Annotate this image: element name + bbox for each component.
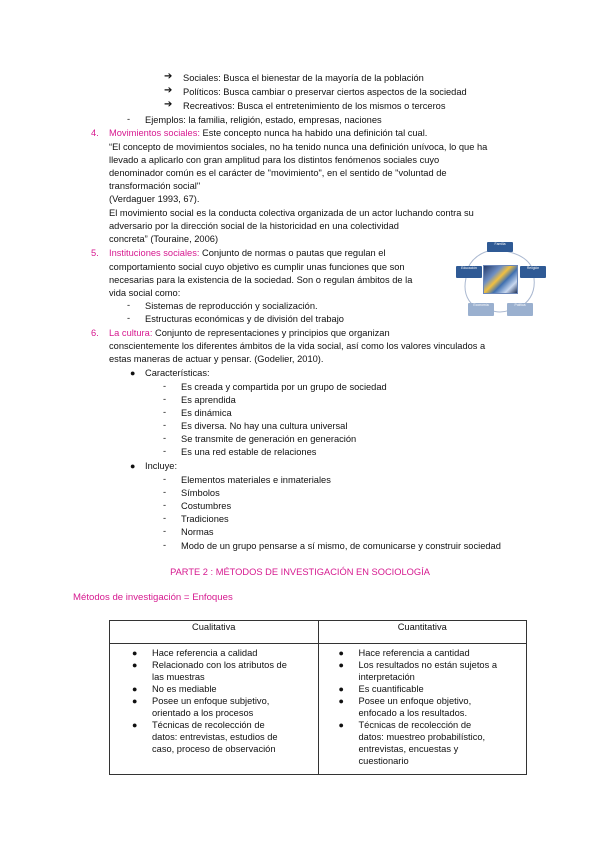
examples-text: Ejemplos: la familia, religión, estado, empresas, naciones	[145, 115, 382, 125]
city-photo	[483, 265, 518, 294]
list-item: Se transmite de generación en generación	[181, 434, 357, 444]
arrow-item: Recreativos: Busca el entretenimiento de los mismos o terceros	[183, 101, 446, 111]
item-text: datos: entrevistas, estudios de	[152, 732, 278, 742]
item-text: orientado a los procesos	[152, 708, 254, 718]
item-text: las muestras	[152, 672, 205, 682]
section-number: 5.	[91, 248, 99, 258]
dash-bullet: -	[127, 114, 131, 124]
list-item	[132, 695, 270, 707]
list-item: Modo de un grupo pensarse a sí mismo, de comunicarse y construir sociedad	[181, 541, 501, 551]
bullet-icon: ●	[132, 648, 138, 658]
list-item	[132, 659, 287, 671]
list-item: Sistemas de reproducción y socialización.	[145, 301, 318, 311]
item-text: Relacionado con los atributos de	[152, 660, 287, 670]
list-item: Normas	[181, 527, 214, 537]
list-item: Símbolos	[181, 488, 220, 498]
section-title: Movimientos sociales:	[109, 128, 200, 138]
item-text: Posee un enfoque subjetivo,	[152, 696, 270, 706]
item-text: entrevistas, encuestas y	[358, 744, 459, 754]
list-item: Tradiciones	[181, 514, 229, 524]
list-item	[338, 659, 498, 671]
arrow-item: Políticos: Busca cambiar o preservar ciertos aspectos de la sociedad	[183, 87, 467, 97]
item-text: Técnicas de recolección de	[152, 720, 265, 730]
item-text: Posee un enfoque objetivo,	[358, 696, 472, 706]
bullet-icon: ●	[132, 720, 138, 730]
section-text: conscientemente los diferentes ámbitos de la vida social, así como los valores vinculados a	[109, 341, 486, 351]
item-text: Hace referencia a calidad	[152, 648, 258, 658]
dash-bullet: -	[163, 394, 167, 404]
bullet-icon: ●	[338, 684, 344, 694]
list-item: Estructuras económicas y de división del trabajo	[145, 314, 344, 324]
dash-bullet: -	[163, 420, 167, 430]
item-text: datos: muestreo probabilístico,	[358, 732, 486, 742]
list-item: Es diversa. No hay una cultura universal	[181, 421, 348, 431]
subheading: Incluye:	[145, 461, 178, 471]
list-item-continuation	[359, 671, 415, 683]
list-item: Costumbres	[181, 501, 232, 511]
dash-bullet: -	[163, 446, 167, 456]
bullet-icon: ●	[132, 696, 138, 706]
dash-bullet: -	[163, 407, 167, 417]
diagram-node: Educación	[456, 266, 482, 278]
dash-bullet: -	[127, 300, 131, 310]
quote-citation: (Verdaguer 1993, 67).	[109, 194, 200, 204]
list-item	[338, 683, 424, 695]
item-text: interpretación	[358, 672, 415, 682]
section-number: 4.	[91, 128, 99, 138]
dash-bullet: -	[127, 313, 131, 323]
list-item-continuation	[152, 731, 278, 743]
list-item	[338, 695, 472, 707]
section-number: 6.	[91, 328, 99, 338]
list-item	[132, 683, 217, 695]
list-item-continuation	[359, 755, 409, 767]
item-text: enfocado a los resultados.	[358, 708, 468, 718]
quote-line: “El concepto de movimientos sociales, no ha tenido nunca una definición unívoca, lo que ha	[109, 142, 488, 152]
bullet-icon: ●	[130, 368, 136, 378]
arrow-right-icon: ➔	[164, 85, 173, 96]
methods-table	[109, 620, 527, 775]
list-item: Es dinámica	[181, 408, 232, 418]
part-heading: PARTE 2 : MÉTODOS DE INVESTIGACIÓN EN SOCIOLOGÍA	[170, 567, 430, 577]
item-text: Técnicas de recolección de	[358, 720, 472, 730]
section-text: Conjunto de representaciones y principios que organizan	[152, 328, 390, 338]
section-6-heading	[109, 327, 390, 339]
section-4-heading	[109, 127, 427, 139]
list-item-continuation	[152, 743, 276, 755]
dash-bullet: -	[163, 526, 167, 536]
item-text: No es mediable	[152, 684, 217, 694]
list-item	[132, 647, 258, 659]
list-item-continuation	[152, 707, 253, 719]
table-header: Cuantitativa	[318, 621, 527, 644]
item-text: Hace referencia a cantidad	[358, 648, 470, 658]
bullet-icon: ●	[132, 660, 138, 670]
definition-line: adversario por la dirección social de la historicidad en una colectividad	[109, 221, 399, 231]
section-title: Instituciones sociales:	[109, 248, 200, 258]
dash-bullet: -	[163, 487, 167, 497]
item-text: caso, proceso de observación	[152, 744, 276, 754]
table-header: Cualitativa	[110, 621, 319, 644]
bullet-icon: ●	[338, 648, 344, 658]
list-item-continuation	[359, 707, 468, 719]
arrow-item: Sociales: Busca el bienestar de la mayoría de la población	[183, 73, 424, 83]
section-text: comportamiento social cuyo objetivo es cumplir unas funciones que son	[109, 262, 405, 272]
table-cell-cualitativa	[110, 644, 319, 775]
item-text: Los resultados no están sujetos a	[358, 660, 498, 670]
diagram-node: Política	[507, 303, 533, 316]
dash-bullet: -	[163, 513, 167, 523]
list-item	[338, 647, 470, 659]
definition-line: concreta” (Touraine, 2006)	[109, 234, 219, 244]
diagram-node: Economía	[468, 303, 494, 316]
dash-bullet: -	[163, 500, 167, 510]
section-5-heading	[109, 247, 386, 259]
section-text: vida social como:	[109, 288, 181, 298]
list-item	[338, 719, 472, 731]
diagram-node: Familia	[487, 242, 513, 252]
bullet-icon: ●	[130, 461, 136, 471]
list-item: Es aprendida	[181, 395, 236, 405]
list-item: Es creada y compartida por un grupo de sociedad	[181, 382, 387, 392]
dash-bullet: -	[163, 474, 167, 484]
section-title: La cultura:	[109, 328, 153, 338]
quote-line: llevado a aplicarlo con gran amplitud para los distintos fenómenos sociales cuyo	[109, 155, 440, 165]
list-item: Es una red estable de relaciones	[181, 447, 317, 457]
bullet-icon: ●	[132, 684, 138, 694]
methods-subheading: Métodos de investigación = Enfoques	[73, 592, 233, 603]
definition-line: El movimiento social es la conducta colectiva organizada de un actor luchando contra su	[109, 208, 474, 218]
list-item: Elementos materiales e inmateriales	[181, 475, 331, 485]
item-text: cuestionario	[358, 756, 409, 766]
subheading: Características:	[145, 368, 210, 378]
institutions-diagram	[452, 238, 548, 320]
diagram-node: Religión	[520, 266, 546, 278]
section-intro: Este concepto nunca ha habido una definición tal cual.	[199, 128, 428, 138]
section-text: estas maneras de actuar y pensar. (Godelier, 2010).	[109, 354, 324, 364]
list-item-continuation	[359, 731, 486, 743]
list-item	[132, 719, 265, 731]
quote-line: transformación social"	[109, 181, 201, 191]
list-item-continuation	[359, 743, 459, 755]
bullet-icon: ●	[338, 660, 344, 670]
dash-bullet: -	[163, 540, 167, 550]
item-text: Es cuantificable	[358, 684, 424, 694]
bullet-icon: ●	[338, 720, 344, 730]
section-text: necesarias para la existencia de la sociedad. Son o regulan ámbitos de la	[109, 275, 413, 285]
arrow-right-icon: ➔	[164, 71, 173, 82]
table-cell-cuantitativa	[318, 644, 527, 775]
dash-bullet: -	[163, 433, 167, 443]
dash-bullet: -	[163, 381, 167, 391]
section-text: Conjunto de normas o pautas que regulan el	[199, 248, 386, 258]
list-item-continuation	[152, 671, 205, 683]
quote-line: denominador común es el carácter de "movimiento", en el sentido de "voluntad de	[109, 168, 447, 178]
bullet-icon: ●	[338, 696, 344, 706]
arrow-right-icon: ➔	[164, 99, 173, 110]
